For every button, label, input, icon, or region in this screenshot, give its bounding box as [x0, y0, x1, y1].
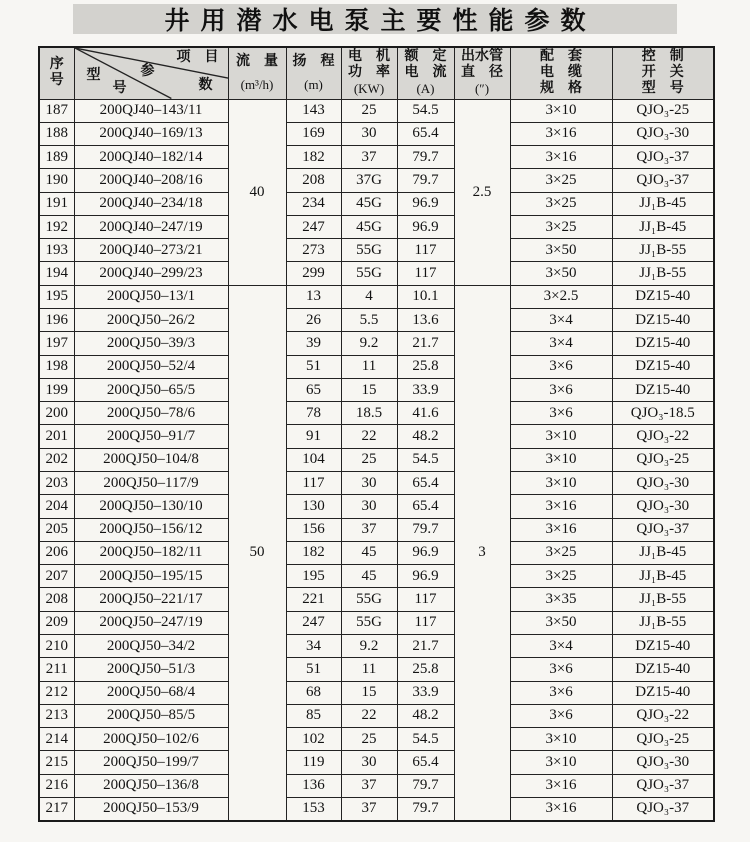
header-model-diagonal [74, 47, 228, 99]
table-row [39, 239, 714, 262]
cell-outlet-diameter: 3 [454, 285, 510, 821]
header-line: 电 机 [348, 49, 390, 65]
cell-switch-model: DZ15-40 [612, 681, 714, 704]
header-unit: (KW) [353, 81, 385, 97]
table-row [39, 332, 714, 355]
cell-model: 200QJ40–143/11 [74, 99, 228, 122]
cell-head: 68 [286, 681, 341, 704]
table-row [39, 681, 714, 704]
cell-switch-model: JJ₁B-55 [612, 262, 714, 285]
cell-cable-spec: 3×4 [510, 634, 612, 657]
header-line: 规 格 [540, 81, 582, 97]
header-unit: (A) [416, 81, 435, 97]
cell-head: 156 [286, 518, 341, 541]
cell-switch-model: QJO₃-22 [612, 425, 714, 448]
cell-cable-spec: 3×25 [510, 541, 612, 564]
cell-cable-spec: 3×4 [510, 309, 612, 332]
cell-model: 200QJ50–78/6 [74, 402, 228, 425]
cell-motor-power: 30 [341, 495, 397, 518]
cell-rated-current: 79.7 [397, 518, 454, 541]
header-line: 号 [49, 73, 64, 89]
table-row [39, 309, 714, 332]
table-row [39, 122, 714, 145]
cell-model: 200QJ50–65/5 [74, 378, 228, 401]
cell-rated-current: 54.5 [397, 728, 454, 751]
table-row [39, 355, 714, 378]
header-line: 电 流 [404, 65, 447, 81]
cell-head: 182 [286, 146, 341, 169]
cell-outlet-diameter: 2.5 [454, 99, 510, 285]
cell-cable-spec: 3×10 [510, 728, 612, 751]
cell-model: 200QJ50–52/4 [74, 355, 228, 378]
cell-switch-model: DZ15-40 [612, 658, 714, 681]
cell-switch-model: QJO₃-25 [612, 99, 714, 122]
cell-motor-power: 37 [341, 774, 397, 797]
cell-model: 200QJ50–130/10 [74, 495, 228, 518]
cell-serial-number: 204 [39, 495, 74, 518]
cell-switch-model: QJO₃-37 [612, 146, 714, 169]
cell-motor-power: 25 [341, 99, 397, 122]
cell-model: 200QJ50–195/15 [74, 565, 228, 588]
cell-serial-number: 211 [39, 658, 74, 681]
header-line: 序 [49, 57, 64, 73]
cell-rated-current: 79.7 [397, 169, 454, 192]
header-item-label: 项 目 [176, 50, 219, 65]
cell-rated-current: 79.7 [397, 774, 454, 797]
pump-parameters-table [38, 46, 715, 822]
cell-cable-spec: 3×16 [510, 797, 612, 821]
header-control-switch [612, 47, 714, 99]
cell-rated-current: 96.9 [397, 215, 454, 238]
cell-rated-current: 96.9 [397, 541, 454, 564]
cell-rated-current: 96.9 [397, 192, 454, 215]
table-row [39, 495, 714, 518]
cell-rated-current: 10.1 [397, 285, 454, 308]
table-header [39, 47, 714, 99]
cell-serial-number: 194 [39, 262, 74, 285]
cell-serial-number: 217 [39, 797, 74, 821]
header-line: 型 号 [641, 81, 684, 97]
cell-switch-model: DZ15-40 [612, 634, 714, 657]
cell-switch-model: QJO₃-37 [612, 797, 714, 821]
cell-motor-power: 9.2 [341, 634, 397, 657]
cell-motor-power: 18.5 [341, 402, 397, 425]
table-row [39, 472, 714, 495]
cell-cable-spec: 3×10 [510, 448, 612, 471]
cell-switch-model: QJO₃-37 [612, 774, 714, 797]
cell-motor-power: 45 [341, 565, 397, 588]
cell-switch-model: JJ₁B-45 [612, 215, 714, 238]
cell-cable-spec: 3×35 [510, 588, 612, 611]
cell-rated-current: 21.7 [397, 332, 454, 355]
cell-rated-current: 65.4 [397, 495, 454, 518]
cell-head: 65 [286, 378, 341, 401]
cell-head: 221 [286, 588, 341, 611]
cell-serial-number: 189 [39, 146, 74, 169]
cell-rated-current: 25.8 [397, 658, 454, 681]
header-param-char2: 数 [198, 78, 213, 93]
cell-head: 143 [286, 99, 341, 122]
cell-serial-number: 197 [39, 332, 74, 355]
cell-head: 104 [286, 448, 341, 471]
cell-serial-number: 200 [39, 402, 74, 425]
cell-flow-rate: 40 [228, 99, 286, 285]
cell-serial-number: 205 [39, 518, 74, 541]
table-row [39, 541, 714, 564]
cell-model: 200QJ50–136/8 [74, 774, 228, 797]
cell-head: 169 [286, 122, 341, 145]
cell-cable-spec: 3×2.5 [510, 285, 612, 308]
cell-switch-model: QJO₃-37 [612, 169, 714, 192]
cell-serial-number: 210 [39, 634, 74, 657]
cell-head: 247 [286, 215, 341, 238]
cell-serial-number: 215 [39, 751, 74, 774]
cell-model: 200QJ50–182/11 [74, 541, 228, 564]
table-row [39, 611, 714, 634]
cell-motor-power: 37 [341, 146, 397, 169]
cell-serial-number: 212 [39, 681, 74, 704]
cell-cable-spec: 3×16 [510, 518, 612, 541]
header-model-char1: 型 [86, 68, 101, 83]
cell-motor-power: 25 [341, 448, 397, 471]
cell-motor-power: 15 [341, 378, 397, 401]
header-flow-rate [228, 47, 286, 99]
cell-motor-power: 55G [341, 611, 397, 634]
cell-rated-current: 33.9 [397, 681, 454, 704]
cell-head: 34 [286, 634, 341, 657]
cell-model: 200QJ50–104/8 [74, 448, 228, 471]
cell-cable-spec: 3×25 [510, 215, 612, 238]
cell-rated-current: 117 [397, 588, 454, 611]
cell-motor-power: 15 [341, 681, 397, 704]
cell-motor-power: 55G [341, 588, 397, 611]
cell-switch-model: QJO₃-25 [612, 448, 714, 471]
cell-rated-current: 48.2 [397, 704, 454, 727]
header-line: 开 关 [641, 65, 684, 81]
table-row [39, 99, 714, 122]
cell-model: 200QJ40–273/21 [74, 239, 228, 262]
cell-serial-number: 190 [39, 169, 74, 192]
cell-cable-spec: 3×16 [510, 495, 612, 518]
header-line: 扬 程 [292, 53, 335, 69]
cell-head: 273 [286, 239, 341, 262]
cell-model: 200QJ50–85/5 [74, 704, 228, 727]
cell-cable-spec: 3×6 [510, 355, 612, 378]
cell-head: 85 [286, 704, 341, 727]
table-row [39, 192, 714, 215]
cell-serial-number: 192 [39, 215, 74, 238]
cell-switch-model: DZ15-40 [612, 285, 714, 308]
cell-head: 26 [286, 309, 341, 332]
cell-motor-power: 9.2 [341, 332, 397, 355]
cell-switch-model: QJO₃-30 [612, 751, 714, 774]
cell-rated-current: 117 [397, 239, 454, 262]
cell-motor-power: 55G [341, 262, 397, 285]
cell-cable-spec: 3×50 [510, 611, 612, 634]
cell-model: 200QJ50–39/3 [74, 332, 228, 355]
cell-motor-power: 55G [341, 239, 397, 262]
table-row [39, 425, 714, 448]
cell-motor-power: 37 [341, 518, 397, 541]
cell-head: 182 [286, 541, 341, 564]
cell-switch-model: JJ₁B-55 [612, 588, 714, 611]
table-row [39, 262, 714, 285]
cell-motor-power: 11 [341, 658, 397, 681]
cell-head: 39 [286, 332, 341, 355]
cell-model: 200QJ50–68/4 [74, 681, 228, 704]
table-row [39, 751, 714, 774]
header-line: 直 径 [461, 65, 503, 81]
cell-model: 200QJ50–51/3 [74, 658, 228, 681]
table-row [39, 797, 714, 821]
cell-cable-spec: 3×25 [510, 169, 612, 192]
cell-model: 200QJ50–247/19 [74, 611, 228, 634]
cell-cable-spec: 3×16 [510, 122, 612, 145]
table-row [39, 285, 714, 308]
cell-cable-spec: 3×10 [510, 751, 612, 774]
cell-model: 200QJ40–169/13 [74, 122, 228, 145]
header-rated-current [397, 47, 454, 99]
cell-cable-spec: 3×25 [510, 192, 612, 215]
cell-motor-power: 30 [341, 122, 397, 145]
cell-model: 200QJ50–91/7 [74, 425, 228, 448]
header-motor-power [341, 47, 397, 99]
cell-serial-number: 201 [39, 425, 74, 448]
cell-rated-current: 25.8 [397, 355, 454, 378]
table-row [39, 774, 714, 797]
header-unit: (m³/h) [240, 76, 274, 92]
cell-serial-number: 216 [39, 774, 74, 797]
cell-serial-number: 191 [39, 192, 74, 215]
cell-head: 247 [286, 611, 341, 634]
cell-cable-spec: 3×4 [510, 332, 612, 355]
cell-rated-current: 117 [397, 262, 454, 285]
cell-serial-number: 188 [39, 122, 74, 145]
cell-serial-number: 193 [39, 239, 74, 262]
cell-rated-current: 79.7 [397, 797, 454, 821]
cell-motor-power: 11 [341, 355, 397, 378]
cell-head: 117 [286, 472, 341, 495]
header-cable-spec [510, 47, 612, 99]
cell-flow-rate: 50 [228, 285, 286, 821]
cell-switch-model: DZ15-40 [612, 378, 714, 401]
cell-model: 200QJ40–234/18 [74, 192, 228, 215]
cell-model: 200QJ40–299/23 [74, 262, 228, 285]
table-row [39, 518, 714, 541]
cell-model: 200QJ50–153/9 [74, 797, 228, 821]
cell-rated-current: 48.2 [397, 425, 454, 448]
cell-model: 200QJ50–102/6 [74, 728, 228, 751]
cell-cable-spec: 3×6 [510, 704, 612, 727]
cell-head: 13 [286, 285, 341, 308]
cell-motor-power: 22 [341, 425, 397, 448]
cell-motor-power: 22 [341, 704, 397, 727]
header-line: 配 套 [540, 49, 582, 65]
cell-serial-number: 213 [39, 704, 74, 727]
cell-switch-model: JJ₁B-45 [612, 192, 714, 215]
cell-serial-number: 196 [39, 309, 74, 332]
table-row [39, 402, 714, 425]
cell-motor-power: 37 [341, 797, 397, 821]
header-row [39, 47, 714, 99]
cell-head: 51 [286, 355, 341, 378]
cell-cable-spec: 3×6 [510, 658, 612, 681]
cell-rated-current: 65.4 [397, 751, 454, 774]
cell-head: 208 [286, 169, 341, 192]
table-body [39, 99, 714, 821]
header-line: 流 量 [236, 53, 278, 69]
header-unit: (″) [474, 81, 490, 97]
cell-serial-number: 187 [39, 99, 74, 122]
cell-motor-power: 37G [341, 169, 397, 192]
cell-head: 102 [286, 728, 341, 751]
cell-switch-model: QJO₃-30 [612, 495, 714, 518]
cell-switch-model: QJO₃-18.5 [612, 402, 714, 425]
cell-model: 200QJ50–34/2 [74, 634, 228, 657]
cell-serial-number: 207 [39, 565, 74, 588]
table-row [39, 169, 714, 192]
header-param-char1: 参 [140, 64, 155, 79]
header-outlet-diameter [454, 47, 510, 99]
cell-switch-model: JJ₁B-55 [612, 611, 714, 634]
cell-switch-model: QJO₃-37 [612, 518, 714, 541]
cell-switch-model: JJ₁B-45 [612, 565, 714, 588]
table-row [39, 448, 714, 471]
table-row [39, 588, 714, 611]
cell-cable-spec: 3×10 [510, 472, 612, 495]
table-row [39, 728, 714, 751]
cell-switch-model: JJ₁B-45 [612, 541, 714, 564]
cell-switch-model: JJ₁B-55 [612, 239, 714, 262]
table-row [39, 378, 714, 401]
cell-motor-power: 45G [341, 215, 397, 238]
cell-serial-number: 209 [39, 611, 74, 634]
cell-motor-power: 45 [341, 541, 397, 564]
cell-head: 119 [286, 751, 341, 774]
cell-serial-number: 198 [39, 355, 74, 378]
cell-switch-model: QJO₃-22 [612, 704, 714, 727]
cell-cable-spec: 3×6 [510, 402, 612, 425]
cell-model: 200QJ40–182/14 [74, 146, 228, 169]
cell-serial-number: 214 [39, 728, 74, 751]
page-title [73, 4, 677, 34]
cell-model: 200QJ40–208/16 [74, 169, 228, 192]
cell-switch-model: DZ15-40 [612, 332, 714, 355]
header-line: 额 定 [404, 49, 447, 65]
cell-switch-model: QJO₃-30 [612, 472, 714, 495]
cell-cable-spec: 3×6 [510, 681, 612, 704]
header-unit: (m) [304, 76, 323, 92]
cell-serial-number: 195 [39, 285, 74, 308]
cell-cable-spec: 3×6 [510, 378, 612, 401]
cell-motor-power: 5.5 [341, 309, 397, 332]
cell-switch-model: QJO₃-30 [612, 122, 714, 145]
cell-model: 200QJ50–199/7 [74, 751, 228, 774]
cell-head: 153 [286, 797, 341, 821]
cell-cable-spec: 3×50 [510, 262, 612, 285]
cell-motor-power: 25 [341, 728, 397, 751]
cell-rated-current: 96.9 [397, 565, 454, 588]
header-model-char2: 号 [112, 81, 127, 96]
table-row [39, 658, 714, 681]
cell-serial-number: 203 [39, 472, 74, 495]
cell-model: 200QJ50–13/1 [74, 285, 228, 308]
cell-serial-number: 199 [39, 378, 74, 401]
cell-rated-current: 33.9 [397, 378, 454, 401]
cell-switch-model: DZ15-40 [612, 309, 714, 332]
cell-serial-number: 206 [39, 541, 74, 564]
cell-cable-spec: 3×16 [510, 774, 612, 797]
cell-rated-current: 117 [397, 611, 454, 634]
cell-rated-current: 54.5 [397, 99, 454, 122]
cell-rated-current: 65.4 [397, 122, 454, 145]
cell-model: 200QJ50–221/17 [74, 588, 228, 611]
cell-motor-power: 30 [341, 472, 397, 495]
table-row [39, 704, 714, 727]
cell-head: 78 [286, 402, 341, 425]
cell-motor-power: 30 [341, 751, 397, 774]
cell-model: 200QJ40–247/19 [74, 215, 228, 238]
cell-cable-spec: 3×10 [510, 99, 612, 122]
header-line: 出水管 [461, 49, 503, 65]
header-line: 功 率 [348, 65, 390, 81]
cell-model: 200QJ50–156/12 [74, 518, 228, 541]
cell-rated-current: 65.4 [397, 472, 454, 495]
cell-cable-spec: 3×50 [510, 239, 612, 262]
cell-rated-current: 79.7 [397, 146, 454, 169]
table-row [39, 215, 714, 238]
cell-rated-current: 13.6 [397, 309, 454, 332]
cell-head: 234 [286, 192, 341, 215]
cell-motor-power: 45G [341, 192, 397, 215]
cell-head: 91 [286, 425, 341, 448]
header-serial-number [39, 47, 74, 99]
cell-head: 130 [286, 495, 341, 518]
cell-switch-model: DZ15-40 [612, 355, 714, 378]
header-head [286, 47, 341, 99]
table-row [39, 634, 714, 657]
cell-head: 51 [286, 658, 341, 681]
cell-serial-number: 202 [39, 448, 74, 471]
cell-cable-spec: 3×16 [510, 146, 612, 169]
header-line: 电 缆 [540, 65, 582, 81]
table-row [39, 565, 714, 588]
cell-switch-model: QJO₃-25 [612, 728, 714, 751]
cell-rated-current: 21.7 [397, 634, 454, 657]
table-row [39, 146, 714, 169]
page-title-text: 井用潜水电泵主要性能参数 [164, 7, 597, 35]
cell-motor-power: 4 [341, 285, 397, 308]
cell-model: 200QJ50–117/9 [74, 472, 228, 495]
cell-cable-spec: 3×25 [510, 565, 612, 588]
cell-head: 136 [286, 774, 341, 797]
cell-cable-spec: 3×10 [510, 425, 612, 448]
cell-head: 195 [286, 565, 341, 588]
cell-rated-current: 41.6 [397, 402, 454, 425]
cell-model: 200QJ50–26/2 [74, 309, 228, 332]
cell-serial-number: 208 [39, 588, 74, 611]
header-line: 控 制 [641, 49, 684, 65]
cell-rated-current: 54.5 [397, 448, 454, 471]
cell-head: 299 [286, 262, 341, 285]
